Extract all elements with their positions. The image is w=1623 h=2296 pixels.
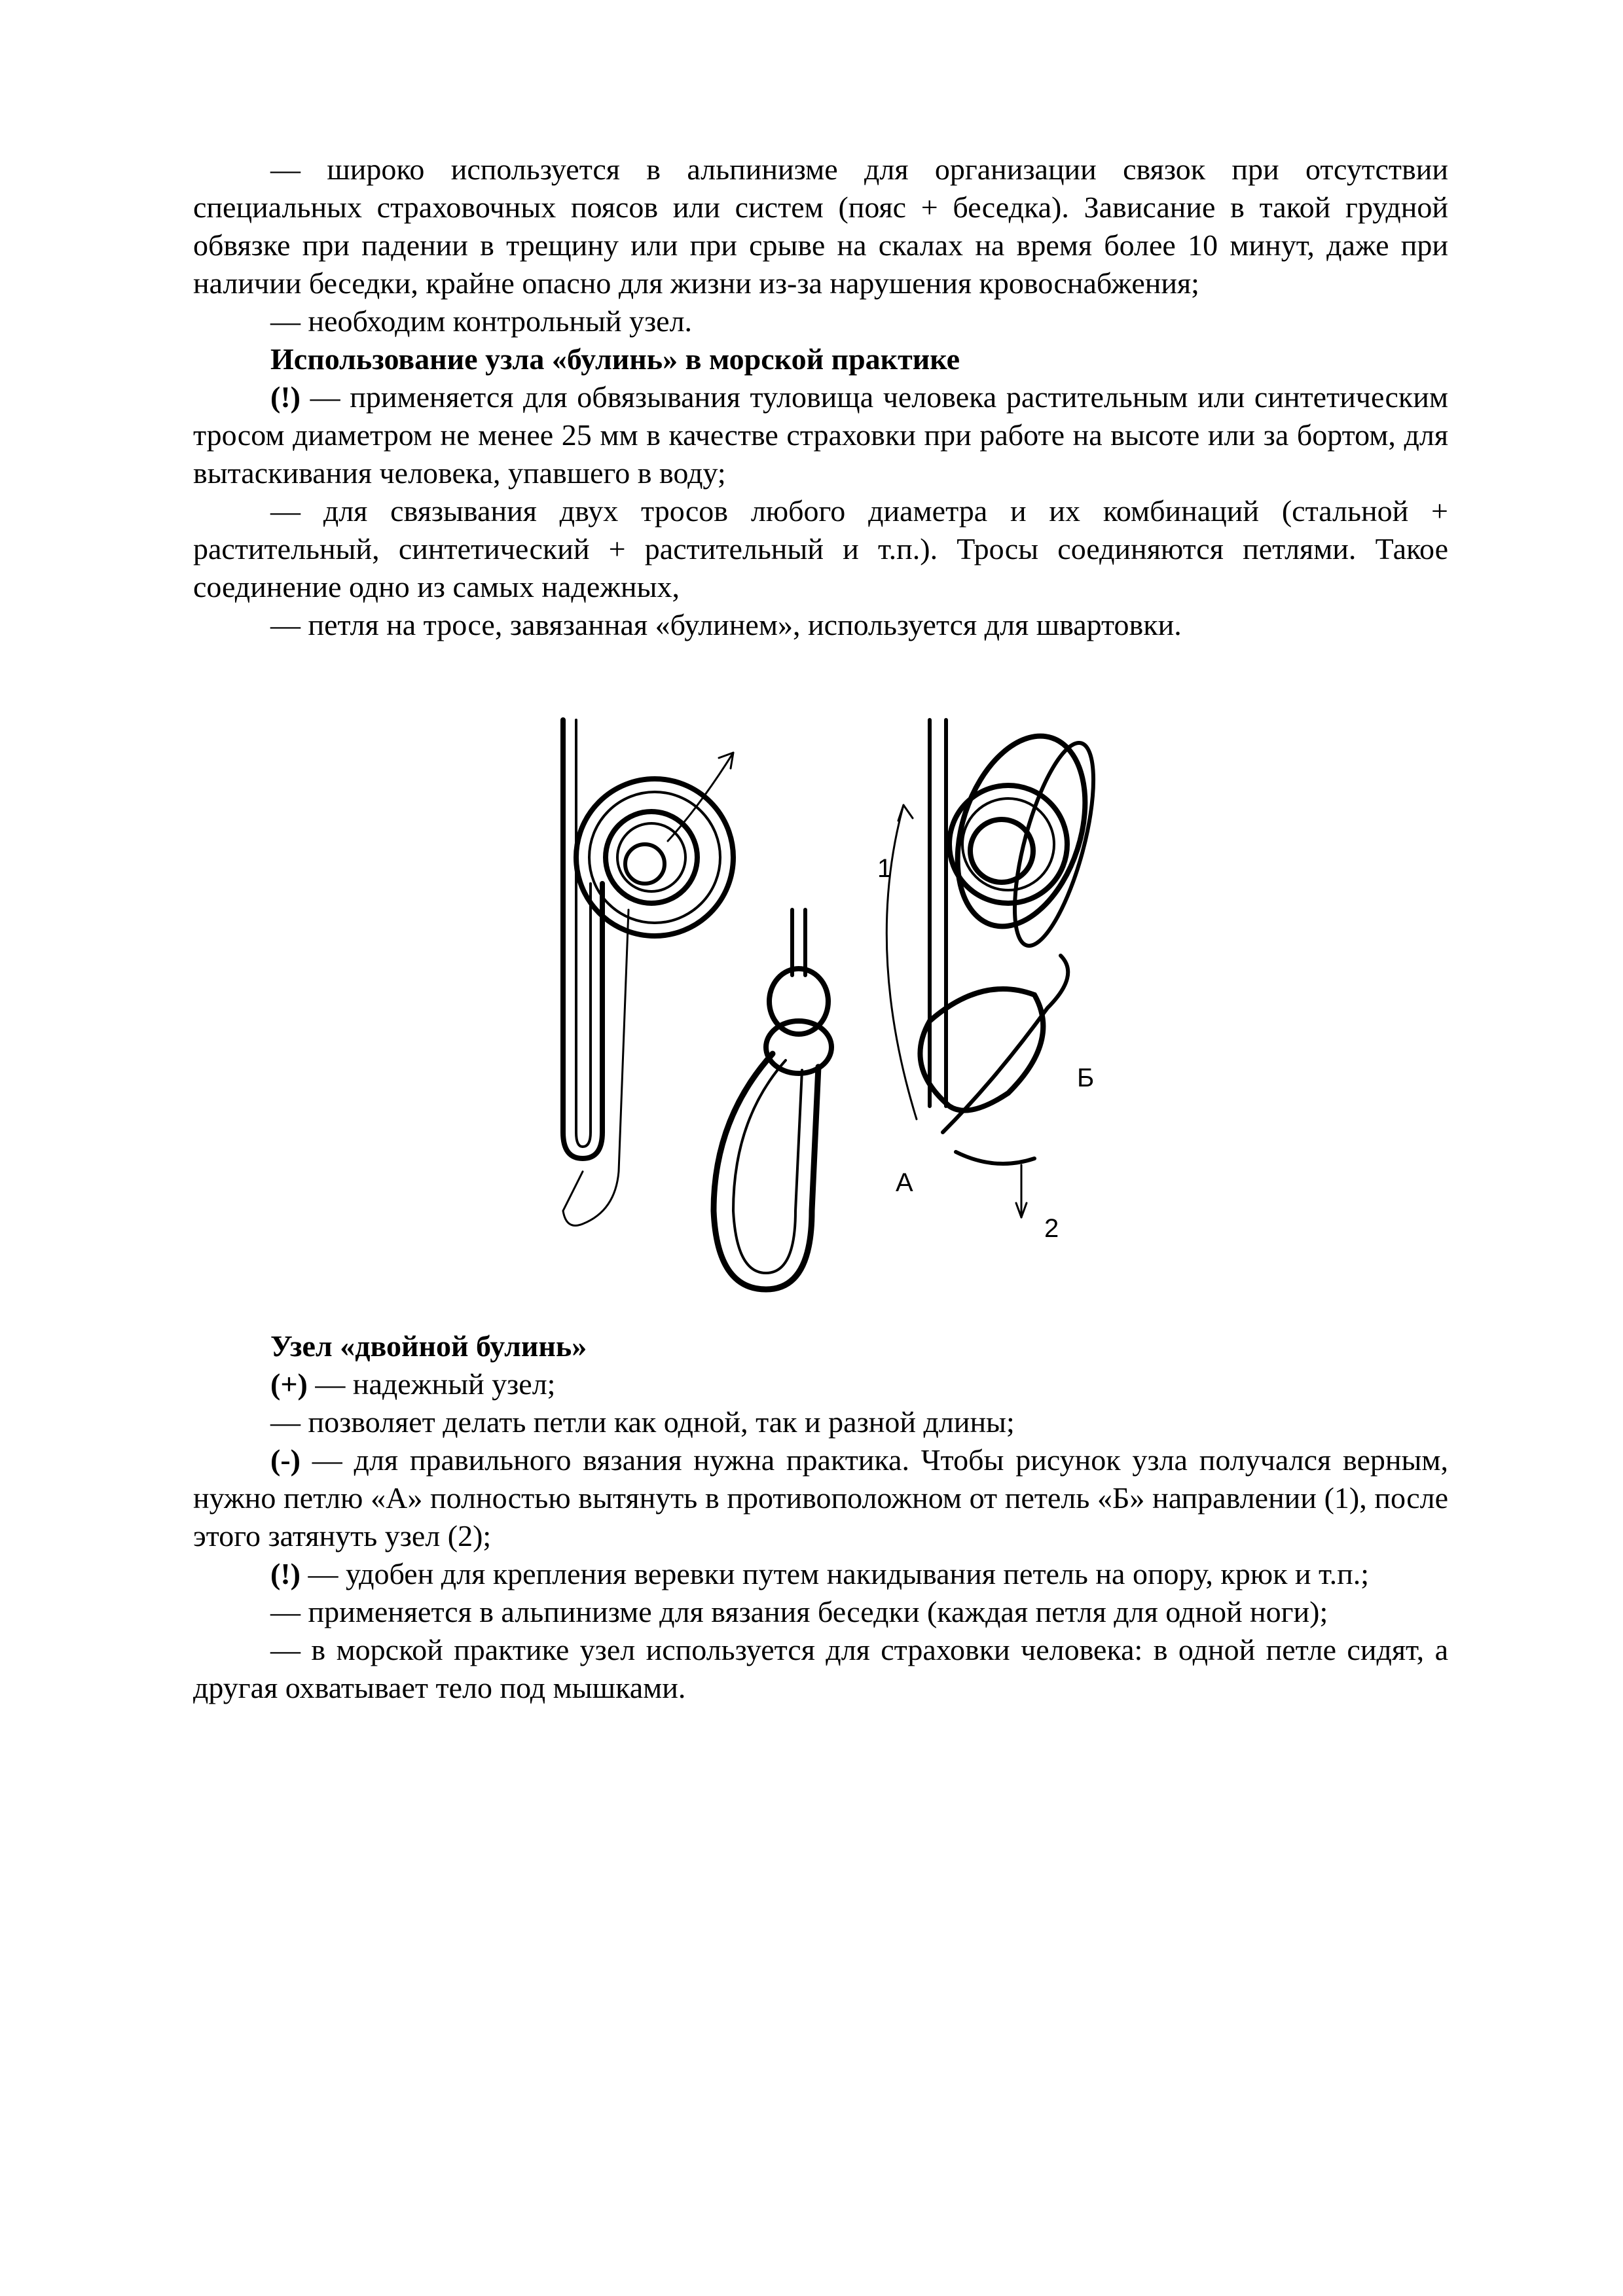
mark-important-2: (!) — [270, 1557, 301, 1590]
tied-bowline-figure — [714, 910, 831, 1289]
paragraph-loop-lengths: — позволяет делать петли как одной, так и разной длины; — [270, 1405, 1015, 1439]
mark-important: (!) — [270, 380, 301, 414]
double-bowline-figure — [886, 720, 1100, 1217]
rope-coil-figure — [563, 720, 733, 1226]
paragraph-marine-safety — [193, 378, 1448, 492]
heading-marine-usage: Использование узла «булинь» в морской практике — [270, 342, 960, 376]
paragraph-marine-safety-text: — применяется для обвязывания туловища человека растительным или синтетическим тросом диаметром не менее 25 мм в качестве страховки при работе на высоте или за бортом, для вытаскивания человека, упавшего в воду; — [193, 380, 1448, 490]
paragraph-practice — [193, 1441, 1448, 1555]
label-loops-b: Б — [1077, 1064, 1095, 1092]
paragraph-hook-text: — удобен для крепления веревки путем накидывания петель на опору, крюк и т.п.; — [300, 1557, 1370, 1590]
mark-plus: (+) — [270, 1367, 308, 1401]
section-single-bowline-usage — [193, 151, 1448, 644]
paragraph-reliable — [193, 1365, 1448, 1403]
paragraph-control-knot: — необходим контрольный узел. — [270, 304, 693, 338]
paragraph-marine-rescue: — в морской практике узел используется для страховки человека: в одной петле сидят, а другая охватывает тело под мышками. — [193, 1633, 1448, 1704]
paragraph-mountaineering: — широко используется в альпинизме для организации связок при отсутствии специальных страховочных поясов или систем (пояс + беседка). Зависание в такой грудной обвязке при падении в трещину или при срыве на скалах на время более 10 минут, даже при наличии беседки, крайне опасно для жизни из-за нарушения кровоснабжения; — [193, 152, 1448, 300]
paragraph-joining-ropes: — для связывания двух тросов любого диаметра и их комбинаций (стальной + растительный, синтетический + растительный и т.п.). Тросы соединяются петлями. Такое соединение одно из самых надежных, — [193, 494, 1448, 603]
label-direction-2: 2 — [1044, 1214, 1059, 1243]
bowline-diagram — [537, 713, 1100, 1322]
paragraph-hook — [193, 1555, 1448, 1593]
bowline-illustration — [537, 713, 1100, 1322]
mark-minus: (-) — [270, 1443, 301, 1477]
label-direction-1: 1 — [877, 854, 892, 883]
section-double-bowline — [193, 1327, 1448, 1707]
paragraph-practice-text: — для правильного вязания нужна практика. Чтобы рисунок узла получался верным, нужно петлю «А» полностью вытянуть в противоположном от петель «Б» направлении (1), после этого затянуть узел (2); — [193, 1443, 1448, 1552]
paragraph-reliable-text: — надежный узел; — [307, 1367, 556, 1401]
label-loop-a: А — [896, 1168, 913, 1197]
paragraph-mooring: — петля на тросе, завязанная «булинем», используется для швартовки. — [270, 608, 1182, 641]
heading-double-bowline: Узел «двойной булинь» — [270, 1329, 587, 1363]
paragraph-harness: — применяется в альпинизме для вязания беседки (каждая петля для одной ноги); — [270, 1595, 1328, 1628]
